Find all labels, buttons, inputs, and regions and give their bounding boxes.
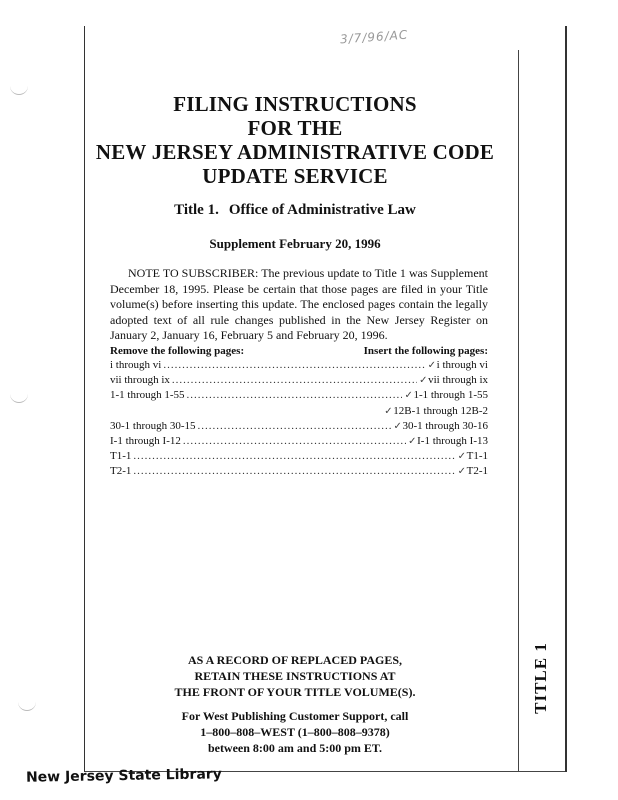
title-line-2: FOR THE <box>247 116 343 140</box>
leader-dots <box>172 373 417 387</box>
note-to-subscriber: NOTE TO SUBSCRIBER: The previous update to Title 1 was Supplement December 18, 1995. Please be certain that those pages are filed in your Title volume(s) before inserting this update. The enclosed pages contain the legally adopted text of all rule changes published in the New Jersey Register on January 2, January 16, February 5 and February 20, 1996. <box>110 266 488 342</box>
punch-hole-mark <box>10 84 28 95</box>
table-row <box>110 419 488 434</box>
leader-dots <box>198 419 392 433</box>
supplement-date: Supplement February 20, 1996 <box>209 236 381 251</box>
remove-pages: I-1 through I-12 <box>110 435 181 448</box>
checkmark-icon: ✓ <box>404 390 413 402</box>
insert-pages: ✓12B-1 through 12B-2 <box>384 404 488 419</box>
title-tab <box>524 638 558 718</box>
punch-hole-mark <box>10 392 28 403</box>
remove-header: Remove the following pages: <box>110 345 245 357</box>
insert-pages: ✓I-1 through I-13 <box>408 434 488 449</box>
insert-pages: ✓vii through ix <box>419 373 488 388</box>
checkmark-icon: ✓ <box>457 451 466 463</box>
insert-pages: ✓30-1 through 30-16 <box>393 419 488 434</box>
support-hours: between 8:00 am and 5:00 pm ET. <box>207 741 383 755</box>
customer-support-info <box>150 708 440 756</box>
remove-pages: i through vi <box>110 359 162 371</box>
record-line: RETAIN THESE INSTRUCTIONS AT <box>194 669 396 683</box>
checkmark-icon: ✓ <box>457 466 466 478</box>
pages-table-header <box>110 344 488 358</box>
checkmark-icon: ✓ <box>408 436 417 448</box>
checkmark-icon: ✓ <box>419 375 428 387</box>
leader-dots <box>183 434 406 448</box>
title-subtitle <box>90 202 500 219</box>
table-row <box>110 358 488 373</box>
record-instructions <box>150 652 440 700</box>
title-line-4: UPDATE SERVICE <box>202 164 388 188</box>
support-line: For West Publishing Customer Support, call <box>181 709 409 723</box>
insert-pages: ✓1-1 through 1-55 <box>404 388 488 403</box>
table-row <box>110 388 488 403</box>
checkmark-icon: ✓ <box>384 405 393 417</box>
table-row <box>110 464 488 479</box>
checkmark-icon: ✓ <box>427 360 437 371</box>
remove-pages: 1-1 through 1-55 <box>110 389 185 402</box>
title-line-1: FILING INSTRUCTIONS <box>173 92 417 116</box>
support-phone: 1–800–808–WEST (1–800–808–9378) <box>200 725 390 739</box>
title-tab-label: TITLE 1 <box>531 642 550 714</box>
table-row <box>110 404 488 419</box>
pages-table <box>110 344 488 480</box>
table-row <box>110 434 488 449</box>
remove-pages: T2-1 <box>110 465 132 478</box>
remove-pages: vii through ix <box>110 374 170 387</box>
leader-dots <box>187 388 403 402</box>
remove-pages: 30-1 through 30-15 <box>110 419 196 432</box>
insert-pages: ✓i through vi <box>428 358 488 373</box>
punch-hole-mark <box>18 700 36 711</box>
table-row <box>110 449 488 464</box>
title-name: Office of Administrative Law <box>228 202 416 218</box>
leader-dots <box>133 464 455 478</box>
insert-pages: ✓T1-1 <box>458 449 488 464</box>
title-line-3: NEW JERSEY ADMINISTRATIVE CODE <box>95 140 495 164</box>
record-line: AS A RECORD OF REPLACED PAGES, <box>187 653 403 667</box>
library-stamp: New Jersey State Library <box>25 766 222 786</box>
table-row <box>110 373 488 388</box>
record-line: THE FRONT OF YOUR TITLE VOLUME(S). <box>174 685 416 699</box>
remove-pages: T1-1 <box>110 450 132 463</box>
leader-dots <box>133 449 455 463</box>
leader-dots <box>163 358 425 372</box>
handwritten-note: 3/7/96/AC <box>339 27 409 47</box>
document-title <box>90 92 500 188</box>
tab-divider <box>518 50 519 772</box>
insert-pages: ✓T2-1 <box>458 464 488 479</box>
insert-header: Insert the following pages: <box>363 345 488 357</box>
title-number: Title 1. <box>174 202 219 218</box>
checkmark-icon: ✓ <box>393 420 402 432</box>
